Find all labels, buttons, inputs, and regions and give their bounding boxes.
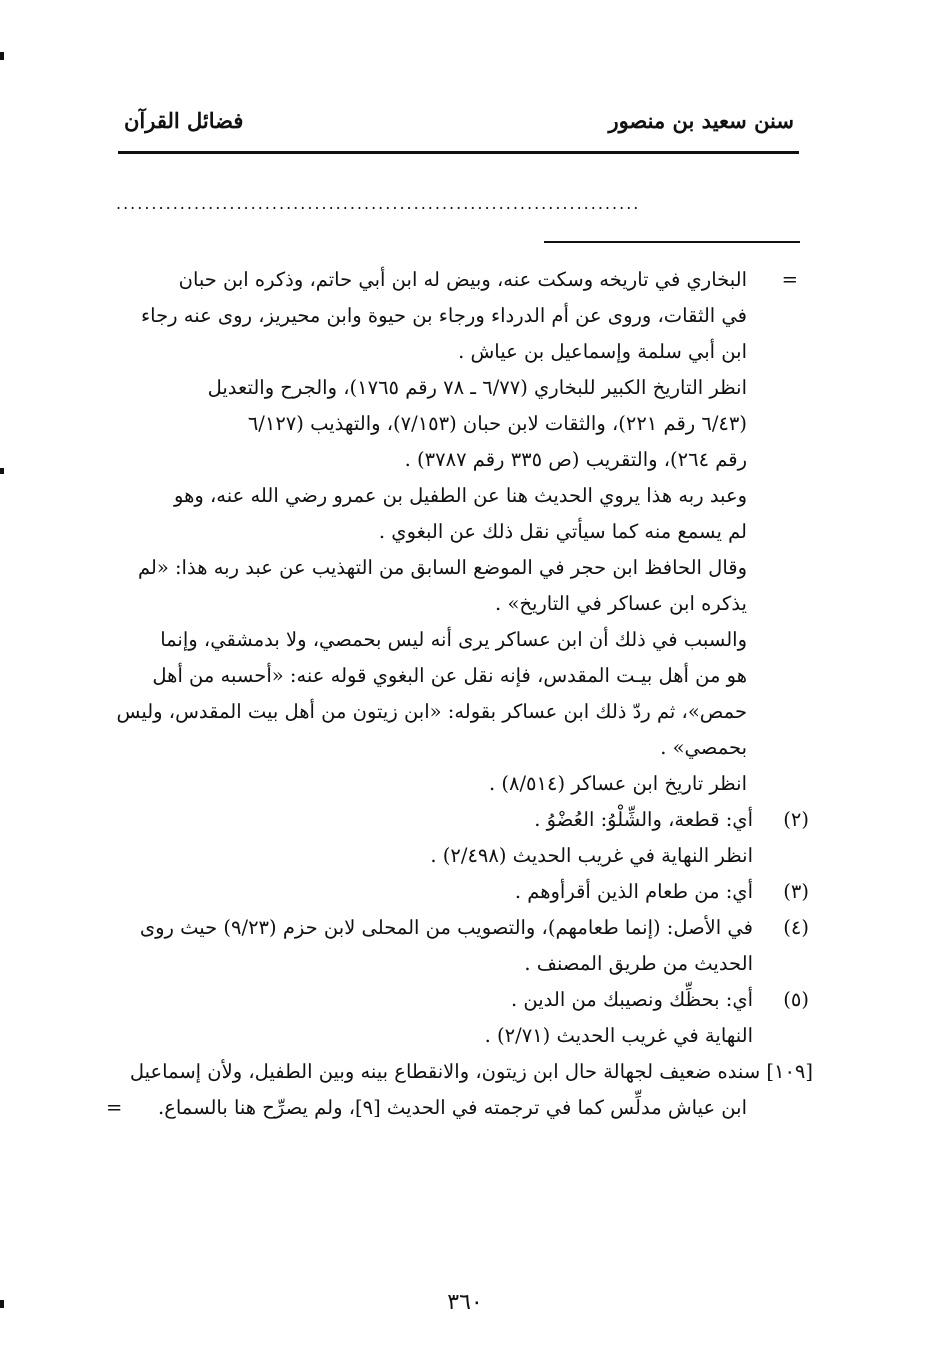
footnote-text: في الثقات، وروى عن أم الدرداء ورجاء بن حيوة وابن محيريز، روى عنه رجاء xyxy=(140,304,747,327)
footnote-line xyxy=(108,982,813,1018)
footnote-line xyxy=(108,334,813,370)
footnote-line xyxy=(108,1054,813,1090)
footnote-line xyxy=(108,550,813,586)
footnote-marker: (٤) xyxy=(783,916,809,939)
footnote-text: رقم ٢٦٤)، والتقريب (ص ٣٣٥ رقم ٣٧٨٧) . xyxy=(404,448,747,471)
footnote-text: الحديث من طريق المصنف . xyxy=(524,952,753,975)
footnote-rule xyxy=(544,241,800,243)
running-header-chapter-title: فضائل القرآن xyxy=(124,108,244,133)
footnote-text: ابن عياش مدلِّس كما في ترجمته في الحديث [٩]، ولم يصرِّح هنا بالسماع. xyxy=(158,1096,747,1119)
page-number: ٣٦٠ xyxy=(447,1290,483,1315)
footnote-text: انظر النهاية في غريب الحديث (٢/٤٩٨) . xyxy=(430,844,753,867)
footnote-line xyxy=(108,622,813,658)
footnote-text: أي: من طعام الذين أقرأوهم . xyxy=(514,880,753,903)
footnote-text: في الأصل: (إنما طعامهم)، والتصويب من المحلى لابن حزم (٩/٢٣) حيث روى xyxy=(139,916,753,939)
footnote-line xyxy=(108,262,813,298)
footnote-text: بحمصي» . xyxy=(660,736,747,759)
footnote-text: والسبب في ذلك أن ابن عساكر يرى أنه ليس بحمصي، ولا بدمشقي، وإنما xyxy=(160,628,747,651)
footnote-line xyxy=(108,586,813,622)
footnote-text: يذكره ابن عساكر في التاريخ» . xyxy=(495,592,747,615)
footnote-text: [١٠٩] سنده ضعيف لجهالة حال ابن زيتون، والانقطاع بينه وبين الطفيل، ولأن إسماعيل xyxy=(129,1060,813,1083)
continuation-mark: = xyxy=(106,1096,123,1119)
footnote-text: حمص»، ثم ردّ ذلك ابن عساكر بقوله: «ابن زيتون من أهل بيت المقدس، وليس xyxy=(116,700,747,723)
footnote-marker: (٥) xyxy=(783,988,809,1011)
footnote-line xyxy=(108,514,813,550)
footnote-text: انظر التاريخ الكبير للبخاري (٦/٧٧ ـ ٧٨ رقم ١٧٦٥)، والجرح والتعديل xyxy=(207,376,747,399)
footnote-text: وقال الحافظ ابن حجر في الموضع السابق من التهذيب عن عبد ربه هذا: «لم xyxy=(137,556,747,579)
footnote-text: أي: قطعة، والشِّلْوُ: العُضْوُ . xyxy=(534,808,753,831)
footnote-line xyxy=(108,730,813,766)
footnote-line xyxy=(108,298,813,334)
footnote-line xyxy=(108,694,813,730)
footnote-text: أي: بحظِّك ونصيبك من الدين . xyxy=(511,988,753,1011)
running-header-book-title: سنن سعيد بن منصور xyxy=(608,108,794,133)
scan-edge-mark xyxy=(0,52,4,60)
ellipsis-separator: .......................................................................... xyxy=(116,194,641,210)
footnote-marker: = xyxy=(781,268,798,291)
footnote-line xyxy=(108,802,813,838)
footnote-line xyxy=(108,478,813,514)
footnote-line xyxy=(108,442,813,478)
footnote-marker: (٢) xyxy=(783,808,809,831)
footnote-marker: (٣) xyxy=(783,880,809,903)
scan-edge-mark xyxy=(0,1300,4,1308)
footnote-line xyxy=(108,874,813,910)
header-rule xyxy=(118,151,799,154)
footnote-text: وعبد ربه هذا يروي الحديث هنا عن الطفيل بن عمرو رضي الله عنه، وهو xyxy=(174,484,747,507)
footnote-line xyxy=(108,1090,813,1126)
footnote-text: النهاية في غريب الحديث (٢/٧١) . xyxy=(484,1024,753,1047)
footnote-line xyxy=(108,910,813,946)
footnote-text: البخاري في تاريخه وسكت عنه، وبيض له ابن أبي حاتم، وذكره ابن حبان xyxy=(178,268,747,291)
footnote-line xyxy=(108,1018,813,1054)
footnote-line xyxy=(108,766,813,802)
scan-edge-mark xyxy=(0,468,4,474)
footnote-line xyxy=(108,370,813,406)
footnotes-block xyxy=(108,262,813,1126)
footnote-text: انظر تاريخ ابن عساكر (٨/٥١٤) . xyxy=(489,772,747,795)
footnote-text: (٦/٤٣ رقم ٢٢١)، والثقات لابن حبان (٧/١٥٣)، والتهذيب (٦/١٢٧ xyxy=(247,412,747,435)
footnote-line xyxy=(108,838,813,874)
footnote-line xyxy=(108,406,813,442)
footnote-text: هو من أهل بيـت المقدس، فإنه نقل عن البغوي قوله عنه: «أحسبه من أهل xyxy=(152,664,747,687)
footnote-line xyxy=(108,658,813,694)
footnote-line xyxy=(108,946,813,982)
footnote-text: لم يسمع منه كما سيأتي نقل ذلك عن البغوي . xyxy=(378,520,747,543)
footnote-text: ابن أبي سلمة وإسماعيل بن عياش . xyxy=(458,340,747,363)
